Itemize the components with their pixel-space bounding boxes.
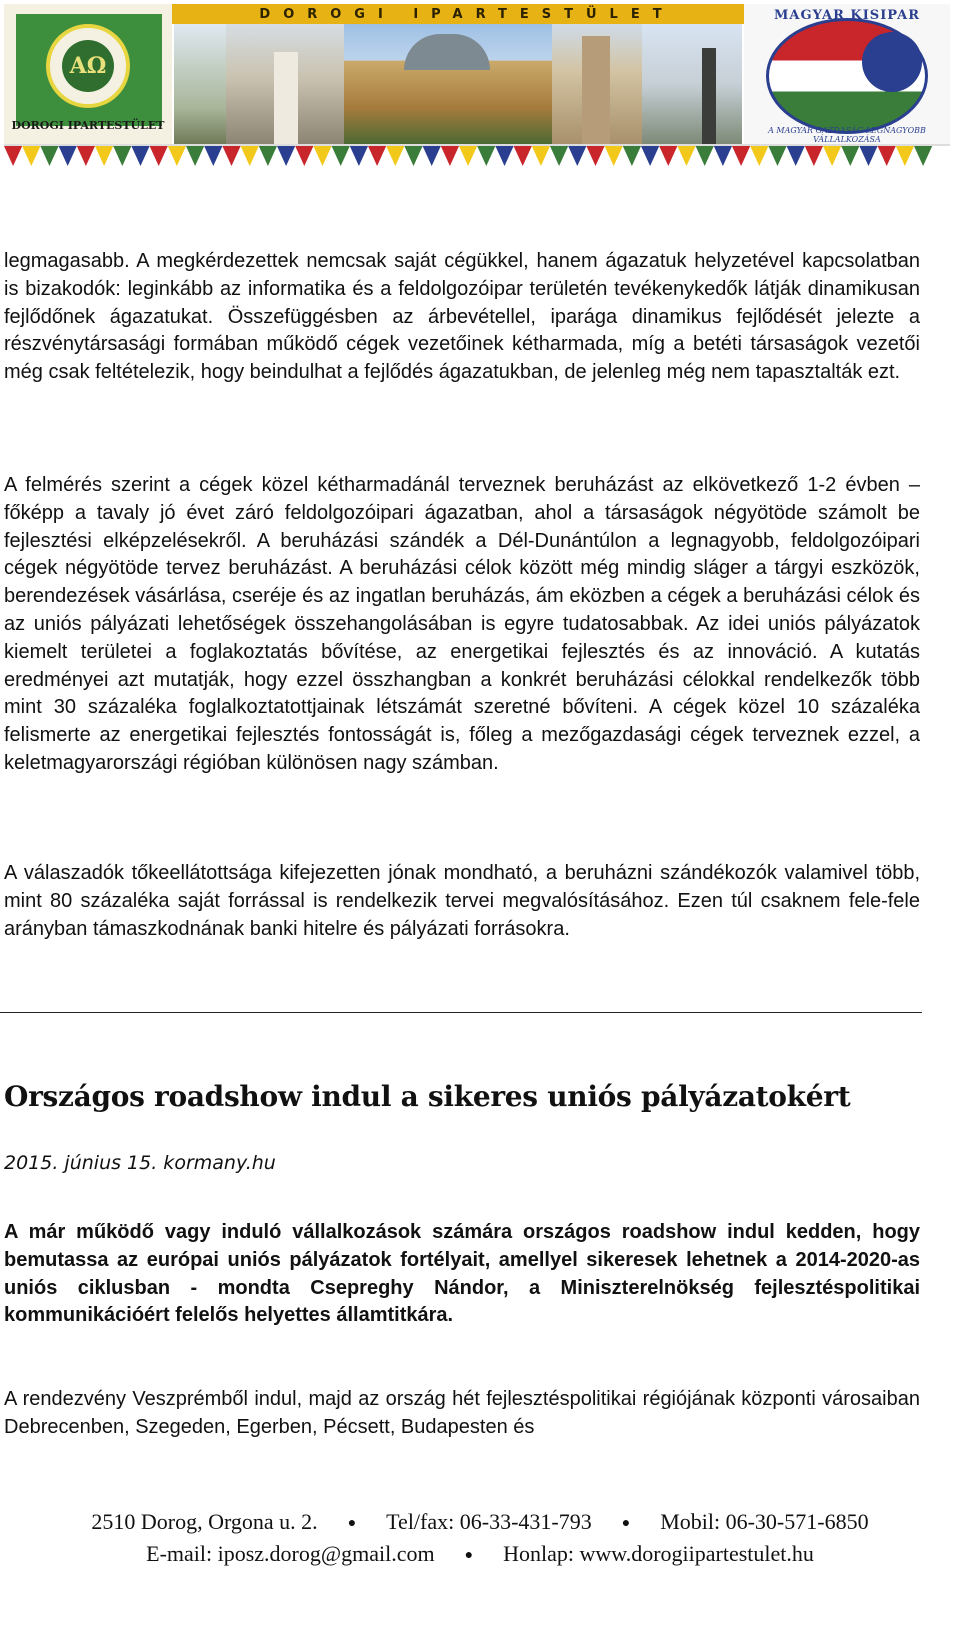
article2-title: Országos roadshow indul a sikeres uniós pályázatokért [4, 1080, 851, 1113]
border-triangle [750, 146, 768, 166]
article1-paragraph-1: legmagasabb. A megkérdezettek nemcsak saját cégükkel, hanem ágazatuk helyzetével kapcsolatban is bizakodók: leginkább az informatika és a feldolgozóipar területén tevékenykedők látják dinamikusan fejlődőnek ágazatukat. Összefüggésben az árbevétellel, iparága dinamikus fejlődését jelezte a részvénytársasági formában működő cégek vezetőinek kétharmada, míg a betéti társaságok vezetői még csak feltételezik, hogy beindulhat a fejlődés ágazatukban, de jelenleg még nem tapasztalták ezt. [4, 250, 920, 384]
border-triangle [623, 146, 641, 166]
border-triangle [550, 146, 568, 166]
photo-church-tower [552, 24, 642, 144]
article2-dateline: 2015. június 15. kormany.hu [4, 1152, 276, 1174]
border-triangle [313, 146, 331, 166]
town-photo-strip [174, 24, 742, 144]
border-triangle [277, 146, 295, 166]
border-triangle [404, 146, 422, 166]
eu-stars-emblem [862, 32, 922, 92]
border-triangle [77, 146, 95, 166]
border-triangle [896, 146, 914, 166]
article1-paragraph-2: A felmérés szerint a cégek közel kétharmadánál terveznek beruházást az elkövetkező 1-2 évben – főképp a tavaly jó évet záró feldolgozóipari ágazatban, ahol a társaságok négyötöde számolt be fejlesztési elképzelésekről. A beruházási szándék a Dél-Dunántúlon a legnagyobb, feldolgozóipari cégek négyötöde tervez beruházást. A beruházási célok között még mindig sláger a tárgyi eszközök, berendezések vásárlása, cseréje és az ingatlan beruházás, ám eközben a cégek a beruházási célok és az uniós pályázati lehetőségek összehangolásában is egyre tudatosabbak. Az idei uniós pályázatok kiemelt területei a foglakoztatás bővítése, az energetikai fejlesztés és az innováció. A kutatás eredményei azt mutatják, hogy ezzel összhangban a konkrét beruházási célokkal rendelkezők több mint 30 százaléka foglalkoztatottjainak létszámát szeretné bővíteni. A cégek közel 10 százaléka felismerte az energetikai fejlesztés fontosságát is, főleg a mezőgazdasági cégek terveznek ezzel, a keletmagyarországi régióban különösen nagy számban. [4, 474, 920, 774]
border-triangle [241, 146, 259, 166]
footer-email[interactable]: E-mail: iposz.dorog@gmail.com [146, 1541, 435, 1566]
border-triangle [714, 146, 732, 166]
border-triangle [368, 146, 386, 166]
border-triangle [150, 146, 168, 166]
banner-title-bar [172, 4, 762, 24]
border-triangle [168, 146, 186, 166]
triangle-border [4, 144, 950, 168]
header-banner [4, 2, 950, 170]
border-triangle [659, 146, 677, 166]
border-triangle [350, 146, 368, 166]
bullet-separator: ● [464, 1547, 474, 1563]
border-triangle [423, 146, 441, 166]
border-triangle [586, 146, 604, 166]
section-divider [0, 1012, 922, 1013]
photo-memorial-statue [642, 24, 742, 144]
border-triangle [204, 146, 222, 166]
border-triangle [386, 146, 404, 166]
border-triangle [878, 146, 896, 166]
border-triangle [186, 146, 204, 166]
border-triangle [605, 146, 623, 166]
photo-column-statue [226, 24, 344, 144]
border-triangle [295, 146, 313, 166]
border-triangle [59, 146, 77, 166]
border-triangle [568, 146, 586, 166]
footer-line-2 [0, 1541, 960, 1567]
dorogi-ipartestulet-logo [4, 4, 174, 144]
right-logo-title: MAGYAR KISIPAR [773, 8, 920, 23]
banner-title: DOROGI IPARTESTÜLET [259, 6, 675, 22]
border-triangle [332, 146, 350, 166]
border-triangle [823, 146, 841, 166]
border-triangle [95, 146, 113, 166]
footer-address: 2510 Dorog, Orgona u. 2. [91, 1509, 318, 1534]
article2-body: A rendezvény Veszprémből indul, majd az ország hét fejlesztéspolitikai régiójának központi városaiban Debrecenben, Szegeden, Egerben, Pécsett, Budapesten és [4, 1388, 920, 1438]
border-triangle [222, 146, 240, 166]
footer-website[interactable]: Honlap: www.dorogiipartestulet.hu [503, 1541, 814, 1566]
photo-monument [174, 24, 226, 144]
border-triangle [805, 146, 823, 166]
border-triangle [787, 146, 805, 166]
border-triangle [131, 146, 149, 166]
footer-line-1 [0, 1509, 960, 1535]
border-triangle [459, 146, 477, 166]
left-logo-text: DOROGI IPARTESTÜLET [11, 119, 165, 132]
border-triangle [514, 146, 532, 166]
article2-lead: A már működő vagy induló vállalkozások számára országos roadshow indul kedden, hogy bemutassa az európai uniós pályázatok fortélyait, amellyel sikeresek lehetnek a 2014-2020-as uniós ciklusban - mondta Csepreghy Nándor, a Miniszterelnökség fejlesztéspolitikai kommunikációért felelős helyettes államtitkára. [4, 1221, 920, 1327]
border-triangle [732, 146, 750, 166]
footer-mobile: Mobil: 06-30-571-6850 [660, 1509, 869, 1534]
border-triangle [22, 146, 40, 166]
right-logo-subtitle: A MAGYAR GAZDASÁG LEGNAGYOBB VÁLLALKOZÁSA [768, 126, 926, 144]
border-triangle [677, 146, 695, 166]
bullet-separator: ● [621, 1515, 631, 1531]
article1-paragraph-3: A válaszadók tőkeellátottsága kifejezetten jónak mondható, a beruházni szándékozók valamivel több, mint 80 százaléka saját forrással is rendelkezik tervei megvalósításához. Ezen túl csaknem fele-fele arányban támaszkodnának banki hitelre és pályázati forrásokra. [4, 862, 920, 940]
alpha-omega-emblem: ΑΩ [62, 40, 114, 92]
magyar-kisipar-logo [744, 4, 950, 144]
border-triangle [841, 146, 859, 166]
border-triangle [696, 146, 714, 166]
bullet-separator: ● [347, 1515, 357, 1531]
border-triangle [768, 146, 786, 166]
border-triangle [259, 146, 277, 166]
border-triangle [477, 146, 495, 166]
border-triangle [4, 146, 22, 166]
border-triangle [914, 146, 932, 166]
border-triangle [532, 146, 550, 166]
border-triangle [859, 146, 877, 166]
border-triangle [641, 146, 659, 166]
border-triangle [495, 146, 513, 166]
border-triangle [40, 146, 58, 166]
border-triangle [441, 146, 459, 166]
photo-town-hall [344, 24, 552, 144]
footer-telfax: Tel/fax: 06-33-431-793 [386, 1509, 592, 1534]
border-triangle [113, 146, 131, 166]
